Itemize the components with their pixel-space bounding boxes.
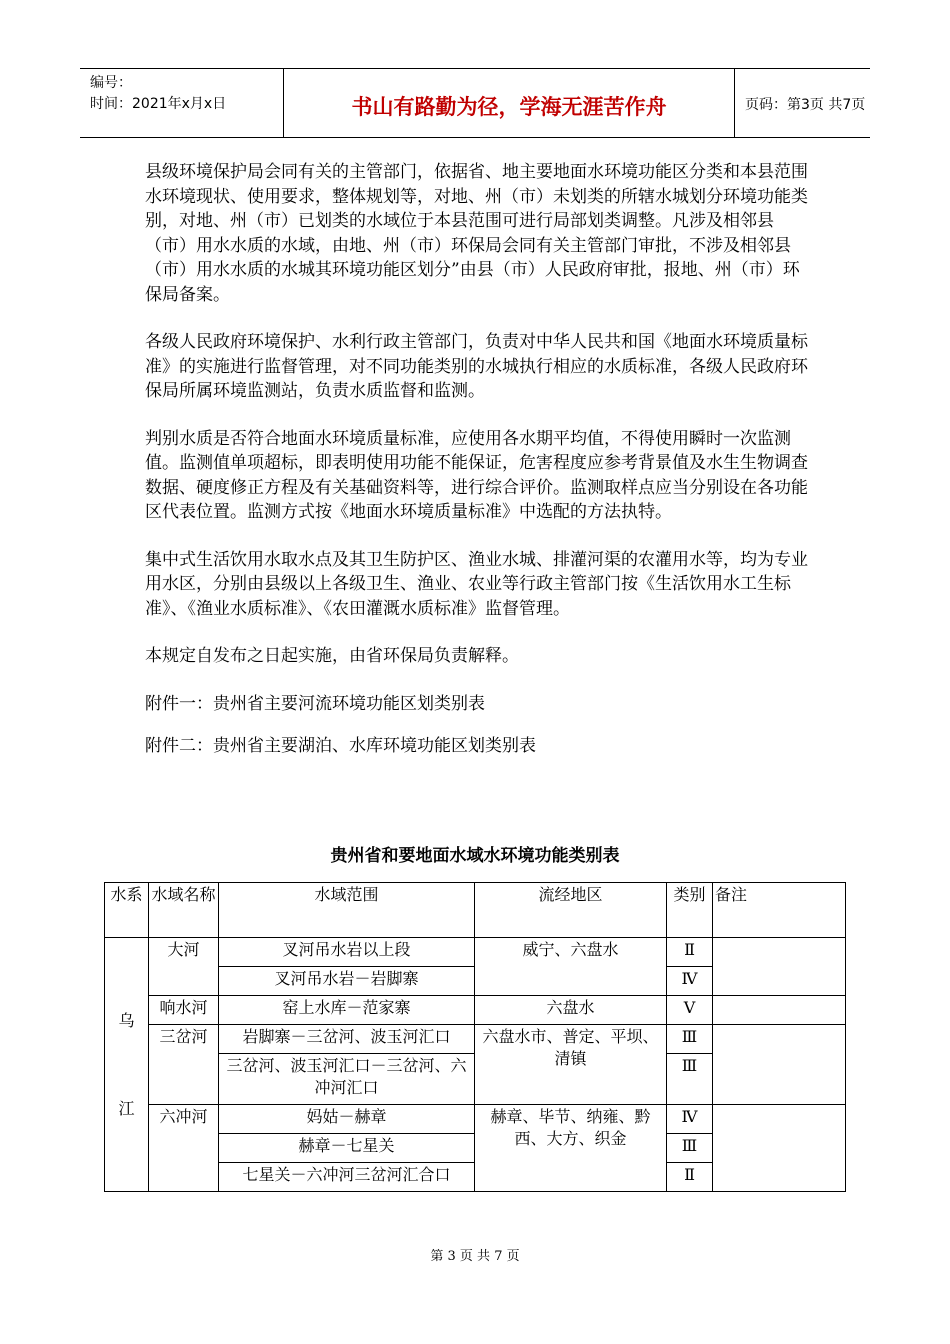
paragraph: 集中式生活饮用水取水点及其卫生防护区、渔业水城、排灌河渠的农灌用水等，均为专业用水区，分别由县级以上各级卫生、渔业、农业等行政主管部门按《生活饮用水工生标准》、《渔业水质标准》、《农田灌溉水质标准》监督管理。 [145, 549, 808, 619]
range-cell: 妈姑－赫章 [219, 1105, 475, 1134]
category-cell: Ⅲ [667, 1054, 713, 1105]
header-cell-range: 水域范围 [219, 883, 475, 938]
category-cell: Ⅲ [667, 1025, 713, 1054]
category-cell: Ⅲ [667, 1134, 713, 1163]
region-cell: 六盘水市、普定、平坝、清镇 [475, 1025, 667, 1105]
range-cell: 窑上水库－范家寨 [219, 996, 475, 1025]
table-title: 贵州省和要地面水域水环境功能类别表 [330, 846, 620, 866]
header-page-cell [735, 69, 870, 137]
note-cell [713, 996, 846, 1025]
paragraph: 判别水质是否符合地面水环境质量标准，应使用各水期平均值，不得使用瞬时一次监测值。监测值单项超标，即表明使用功能不能保证，危害程度应参考背景值及水生生物调查数据、硬度修正方程及有关基础资料等，进行综合评价。监测取样点应当分别设在各功能区代表位置。监测方式按《地面水环境质量标准》中选配的方法执特。 [145, 428, 808, 522]
region-cell: 六盘水 [475, 996, 667, 1025]
table-row [105, 938, 846, 967]
paragraph: 各级人民政府环境保护、水利行政主管部门，负责对中华人民共和国《地面水环境质量标准》的实施进行监督管理，对不同功能类别的水城执行相应的水质标准，各级人民政府环保局所属环境监测站，负责水质监督和监测。 [145, 332, 808, 401]
category-cell: Ⅱ [667, 1163, 713, 1192]
note-cell [713, 1105, 846, 1192]
table-row [105, 1105, 846, 1134]
header-meta [80, 69, 283, 137]
header-cell-region: 流经地区 [475, 883, 667, 938]
header-cell-name: 水域名称 [149, 883, 219, 938]
doc-number-label: 编号： [90, 75, 132, 91]
river-name-cell: 大河 [149, 938, 219, 996]
range-cell: 叉河吊水岩以上段 [219, 938, 475, 967]
paragraph: 县级环境保护局会同有关的主管部门，依据省、地主要地面水环境功能区分类和本县范围水环境现状、使用要求，整体规划等，对地、州（市）未划类的所辖水城划分环境功能类别，对地、州（市）已划类的水域位于本县范围可进行局部划类调整。凡涉及相邻县（市）用水水质的水域，由地、州（市）环保局会同有关主管部门审批，不涉及相邻县（市）用水水质的水城其环境功能区划分”由县（市）人民政府审批，报地、州（市）环保局备案。 [145, 162, 808, 305]
region-cell: 威宁、六盘水 [475, 938, 667, 996]
river-name-cell: 响水河 [149, 996, 219, 1025]
table-header-row [105, 883, 846, 938]
category-cell: Ⅳ [667, 967, 713, 996]
range-cell: 七星关－六冲河三岔河汇合口 [219, 1163, 475, 1192]
document-body [145, 160, 810, 777]
paragraph: 本规定自发布之日起实施，由省环保局负责解释。 [145, 646, 519, 666]
category-cell: Ⅳ [667, 1105, 713, 1134]
table-row [105, 1025, 846, 1054]
header-page-code: 页码：第3页 共7页 [745, 97, 866, 113]
water-system-char: 乌 [118, 1010, 135, 1030]
water-category-table [104, 882, 846, 1192]
header-motto: 书山有路勤为径，学海无涯苦作舟 [351, 95, 667, 119]
header-motto-cell [283, 69, 735, 137]
river-name-cell: 三岔河 [149, 1025, 219, 1105]
header-cell-system: 水系 [105, 883, 149, 938]
attachment-line: 附件二：贵州省主要湖泊、水库环境功能区划类别表 [145, 736, 536, 756]
table-row [105, 996, 846, 1025]
range-cell: 赫章－七星关 [219, 1134, 475, 1163]
range-cell: 三岔河、波玉河汇口－三岔河、六冲河汇口 [219, 1054, 475, 1105]
page-footer: 第 3 页 共 7 页 [430, 1249, 520, 1264]
water-system-cell [105, 938, 149, 1192]
category-cell: Ⅴ [667, 996, 713, 1025]
header-cell-category: 类别 [667, 883, 713, 938]
range-cell: 岩脚寨－三岔河、波玉河汇口 [219, 1025, 475, 1054]
header-cell-note: 备注 [713, 883, 846, 938]
note-cell [713, 1025, 846, 1105]
category-cell: Ⅱ [667, 938, 713, 967]
attachment-line: 附件一：贵州省主要河流环境功能区划类别表 [145, 693, 485, 714]
water-system-char: 江 [118, 1098, 135, 1118]
page-header [80, 68, 870, 138]
region-cell: 赫章、毕节、纳雍、黔西、大方、织金 [475, 1105, 667, 1192]
doc-date: 时间：2021年x月x日 [90, 96, 227, 112]
range-cell: 叉河吊水岩－岩脚寨 [219, 967, 475, 996]
river-name-cell: 六冲河 [149, 1105, 219, 1192]
note-cell [713, 938, 846, 996]
